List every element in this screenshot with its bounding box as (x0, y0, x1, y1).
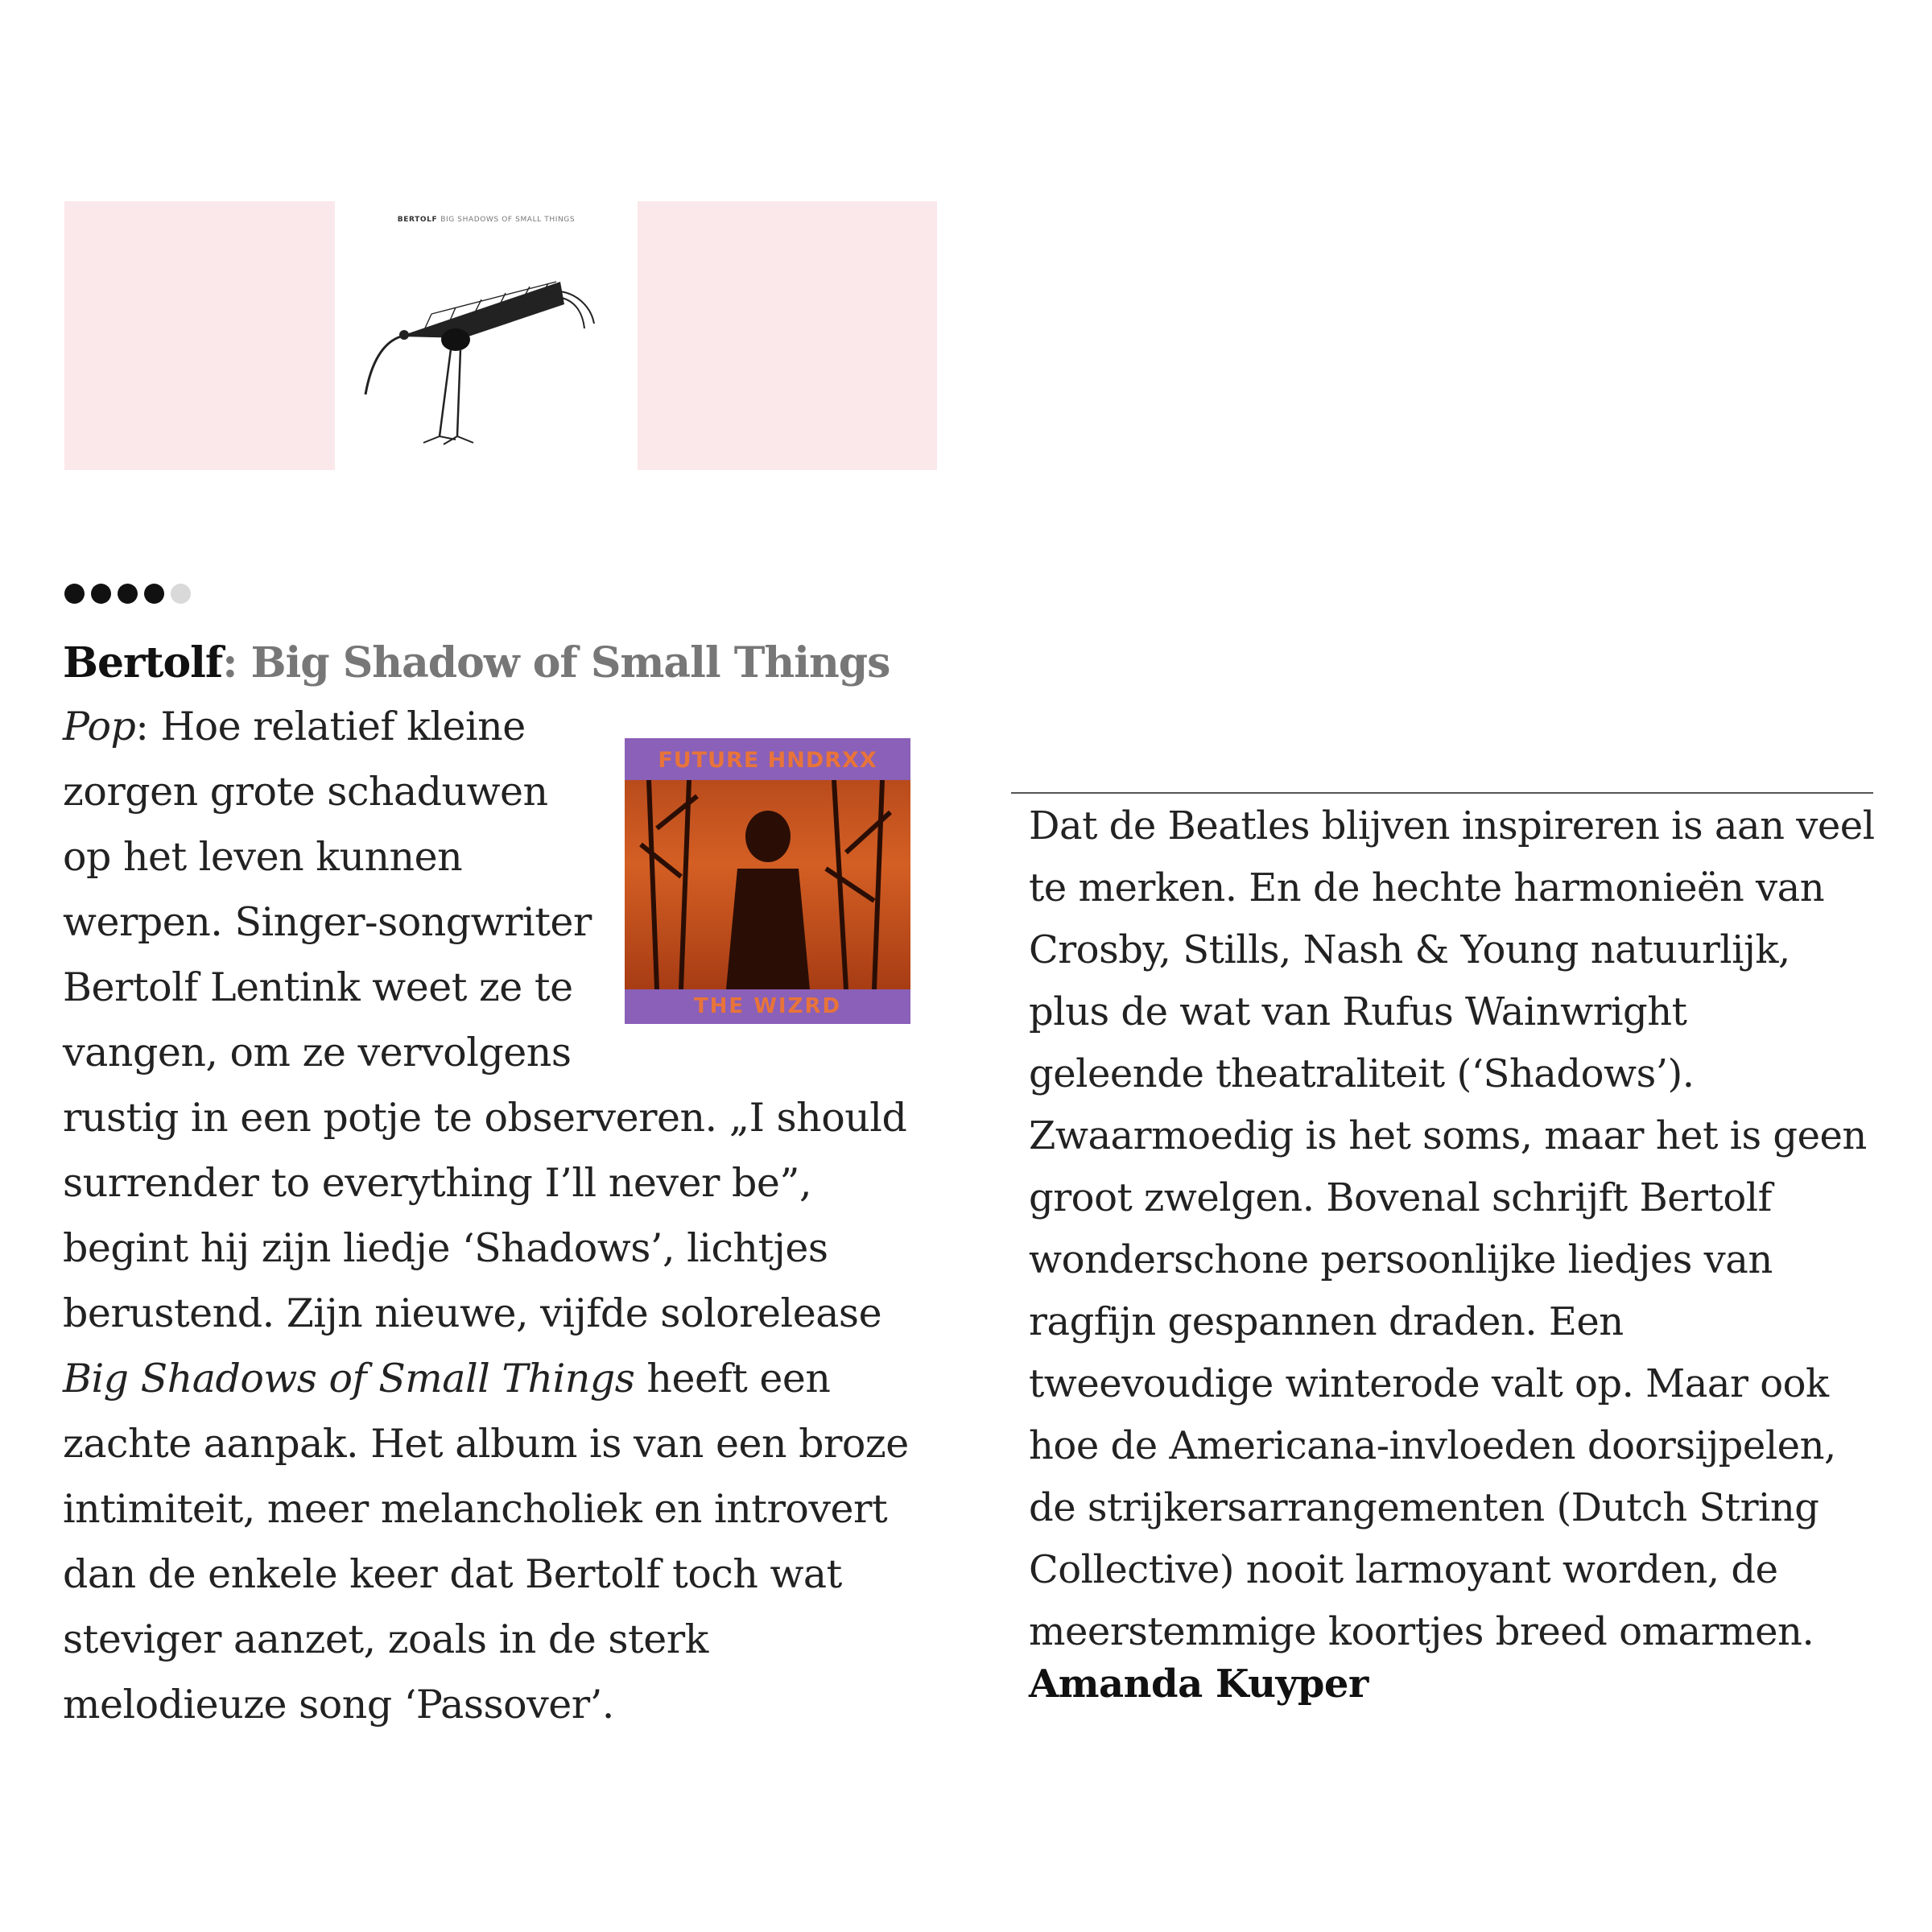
paragraph-line: tweevoudige winterode valt op. Maar ook (1029, 1361, 1829, 1406)
cover-placeholder-right (638, 201, 937, 470)
album-title: Big Shadow of Small Things (237, 638, 890, 687)
next-cover-title: FUTURE HNDRXX (658, 748, 877, 773)
artist-name: Bertolf (63, 638, 223, 687)
paragraph-line: zorgen grote schaduwen (63, 769, 548, 815)
cover-placeholder-left (64, 201, 335, 470)
paragraph-line: geleende theatraliteit (‘Shadows’). (1029, 1051, 1695, 1096)
paragraph-line: Dat de Beatles blijven inspireren is aan veel (1029, 803, 1875, 848)
paragraph-line: Collective) nooit larmoyant worden, de (1029, 1547, 1778, 1592)
paragraph-line: begint hij zijn liedje ‘Shadows’, lichtjes (63, 1225, 828, 1271)
paragraph-line: rustig in een potje te observeren. „I should (63, 1095, 907, 1141)
bird-bridge-illustration (335, 201, 638, 470)
rating-dot-filled (91, 584, 111, 604)
next-cover-photo (625, 780, 910, 989)
paragraph-line: op het leven kunnen (63, 834, 463, 880)
paragraph-line: wonderschone persoonlijke liedjes van (1029, 1237, 1773, 1282)
column-divider (1011, 792, 1873, 794)
paragraph-line: ragfijn gespannen draden. Een (1029, 1299, 1624, 1344)
review-headline: Bertolf: Big Shadow of Small Things (63, 638, 890, 687)
rating-dot-filled (64, 584, 85, 604)
paragraph-line: berustend. Zijn nieuwe, vijfde solorelease (63, 1290, 882, 1336)
paragraph-line: Zwaarmoedig is het soms, maar het is geen (1029, 1113, 1867, 1158)
rating-dot-empty (171, 584, 191, 604)
author-byline: Amanda Kuyper (1029, 1662, 1368, 1707)
rating-dot-filled (118, 584, 138, 604)
rating-dot-filled (144, 584, 164, 604)
paragraph-line: melodieuze song ‘Passover’. (63, 1682, 614, 1728)
paragraph-line: surrender to everything I’ll never be”, (63, 1160, 812, 1206)
paragraph-line: plus de wat van Rufus Wainwright (1029, 989, 1687, 1034)
genre-label: Pop (63, 704, 136, 749)
next-cover-subtitle: THE WIZRD (693, 994, 842, 1018)
paragraph-line: hoe de Americana-invloeden doorsijpelen, (1029, 1423, 1836, 1468)
paragraph-line: dan de enkele keer dat Bertolf toch wat (63, 1551, 842, 1597)
paragraph-line: de strijkersarrangementen (Dutch String (1029, 1485, 1819, 1530)
paragraph-line: groot zwelgen. Bovenal schrijft Bertolf (1029, 1175, 1772, 1220)
paragraph-line: zachte aanpak. Het album is van een broze (63, 1421, 909, 1467)
paragraph-line: Crosby, Stills, Nash & Young natuurlijk, (1029, 927, 1790, 972)
paragraph-line: werpen. Singer-songwriter (63, 899, 592, 945)
paragraph-line: meerstemmige koortjes breed omarmen. (1029, 1609, 1814, 1654)
paragraph-line: steviger aanzet, zoals in de sterk (63, 1616, 708, 1662)
album-title-italic: Big Shadows of Small Things (63, 1356, 635, 1402)
album-cover[interactable] (335, 201, 638, 470)
paragraph-line: vangen, om ze vervolgens (63, 1030, 572, 1075)
star-rating (64, 584, 197, 608)
next-review-cover[interactable] (625, 738, 910, 1024)
review-body-left: Pop: Hoe relatief kleine zorgen grote schaduwen op het leven kunnen werpen. Singer-songwriter Bertolf Lentink weet ze te vangen, om ze vervolgens rustig in een potje te observeren. „I should surrender to everything I’ll never be”, begint hij zijn liedje ‘Shadows’, lichtjes berustend. Zijn nieuwe, vijfde solorelease Big Shadows of Small Things heeft een zachte aanpak. Het album is van een broze intimiteit, meer melancholiek en introvert dan de enkele keer dat Bertolf toch wat steviger aanzet, zoals in de sterk melodieuze song ‘Passover’. (63, 694, 909, 1737)
paragraph-line: Bertolf Lentink weet ze te (63, 964, 573, 1010)
album-cover-label: BERTOLF BIG SHADOWS OF SMALL THINGS (397, 216, 576, 224)
review-body-right (1029, 795, 1875, 1663)
paragraph-line: intimiteit, meer melancholiek en introvert (63, 1486, 888, 1532)
paragraph-line: te merken. En de hechte harmonieën van (1029, 865, 1825, 910)
forest-figure-illustration (625, 780, 910, 989)
